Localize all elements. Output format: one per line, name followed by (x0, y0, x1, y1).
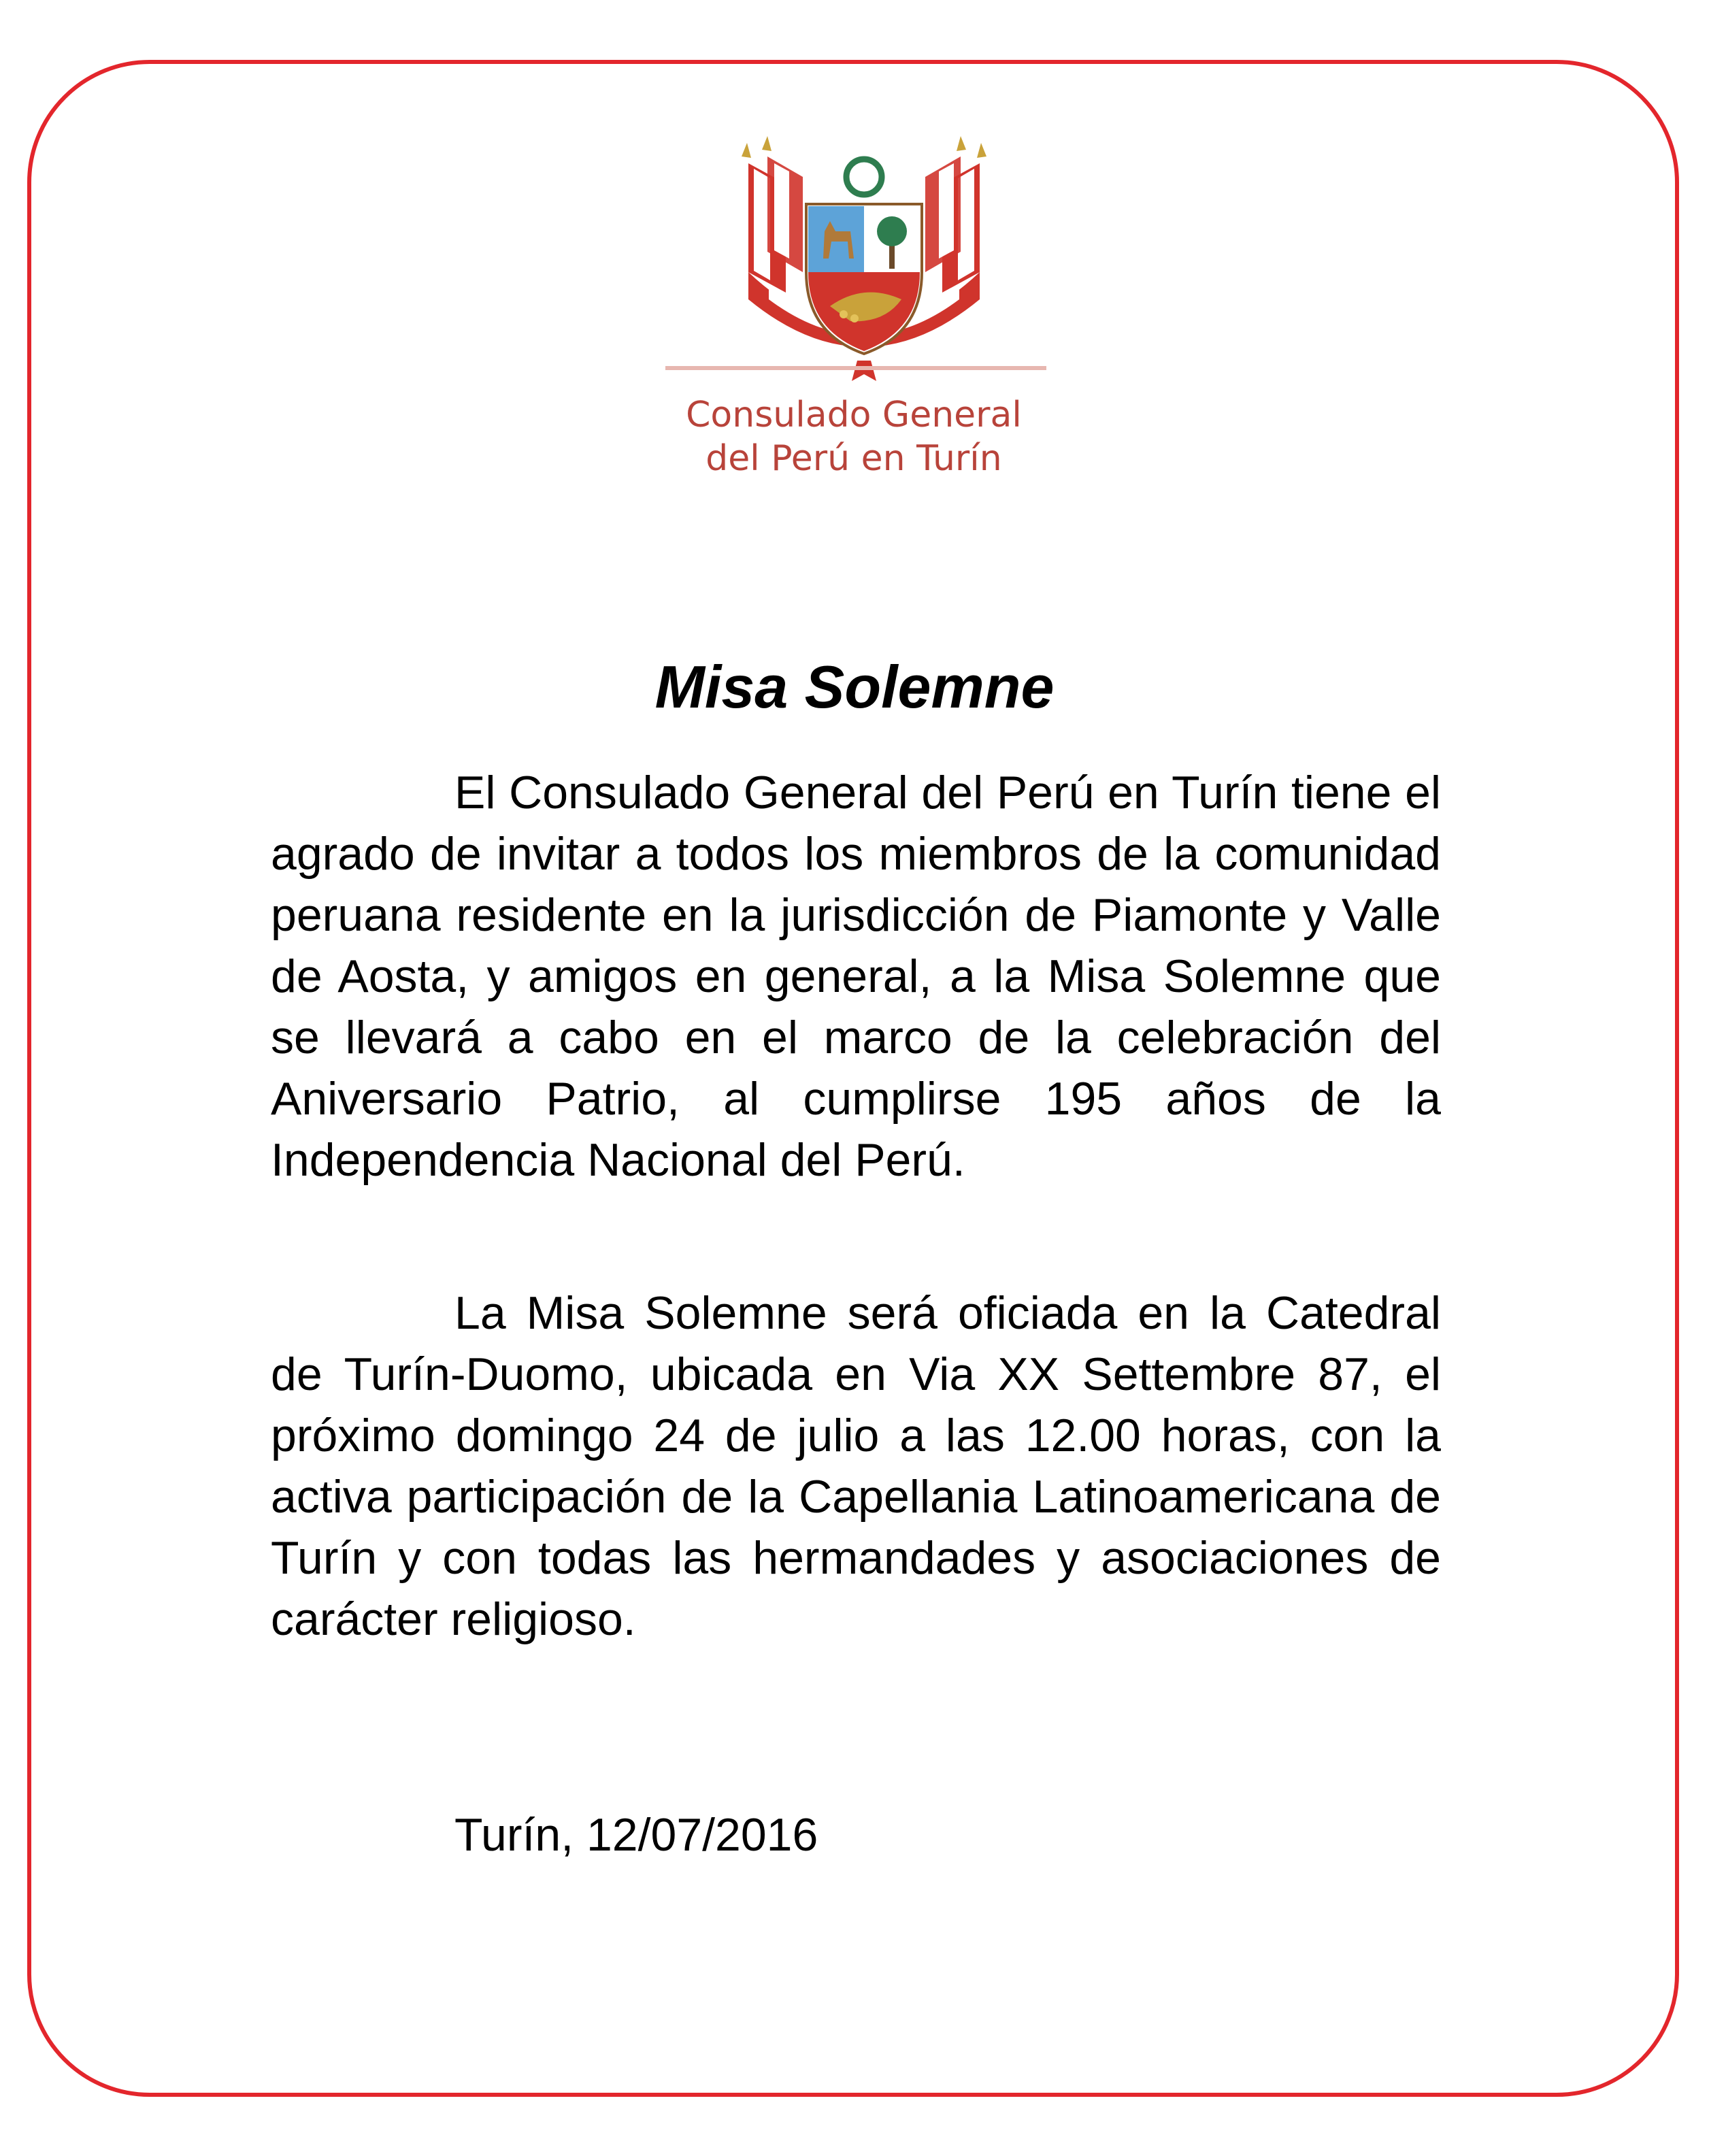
invitation-paragraph-1: El Consulado General del Perú en Turín tiene el agrado de invitar a todos los miembros de la comunidad peruana residente en la jurisdicción de Piamonte y Valle de Aosta, y amigos en general, a la Misa Solemne que se llevará a cabo en el marco de la celebración del Aniversario Patrio, al cumplirse 195 años de la Independencia Nacional del Perú. (271, 767, 1441, 1186)
crest-divider (665, 366, 1046, 370)
consulate-name-line2: del Perú en Turín (706, 438, 1002, 479)
peru-coat-of-arms-icon (721, 136, 1007, 388)
date-line: Turín, 12/07/2016 (454, 1809, 818, 1861)
invitation-paragraph-2: La Misa Solemne será oficiada en la Catedral de Turín-Duomo, ubicada en Via XX Settembre 87, el próximo domingo 24 de julio a las 12.00 horas, con la activa participación de la Capellania Latinoamericana de Turín y con todas las hermandades y asociaciones de carácter religioso. (271, 1287, 1441, 1645)
consulate-name-line1: Consulado General (686, 395, 1022, 435)
invitation-title: Misa Solemne (654, 653, 1055, 720)
consulate-name (612, 393, 1095, 480)
